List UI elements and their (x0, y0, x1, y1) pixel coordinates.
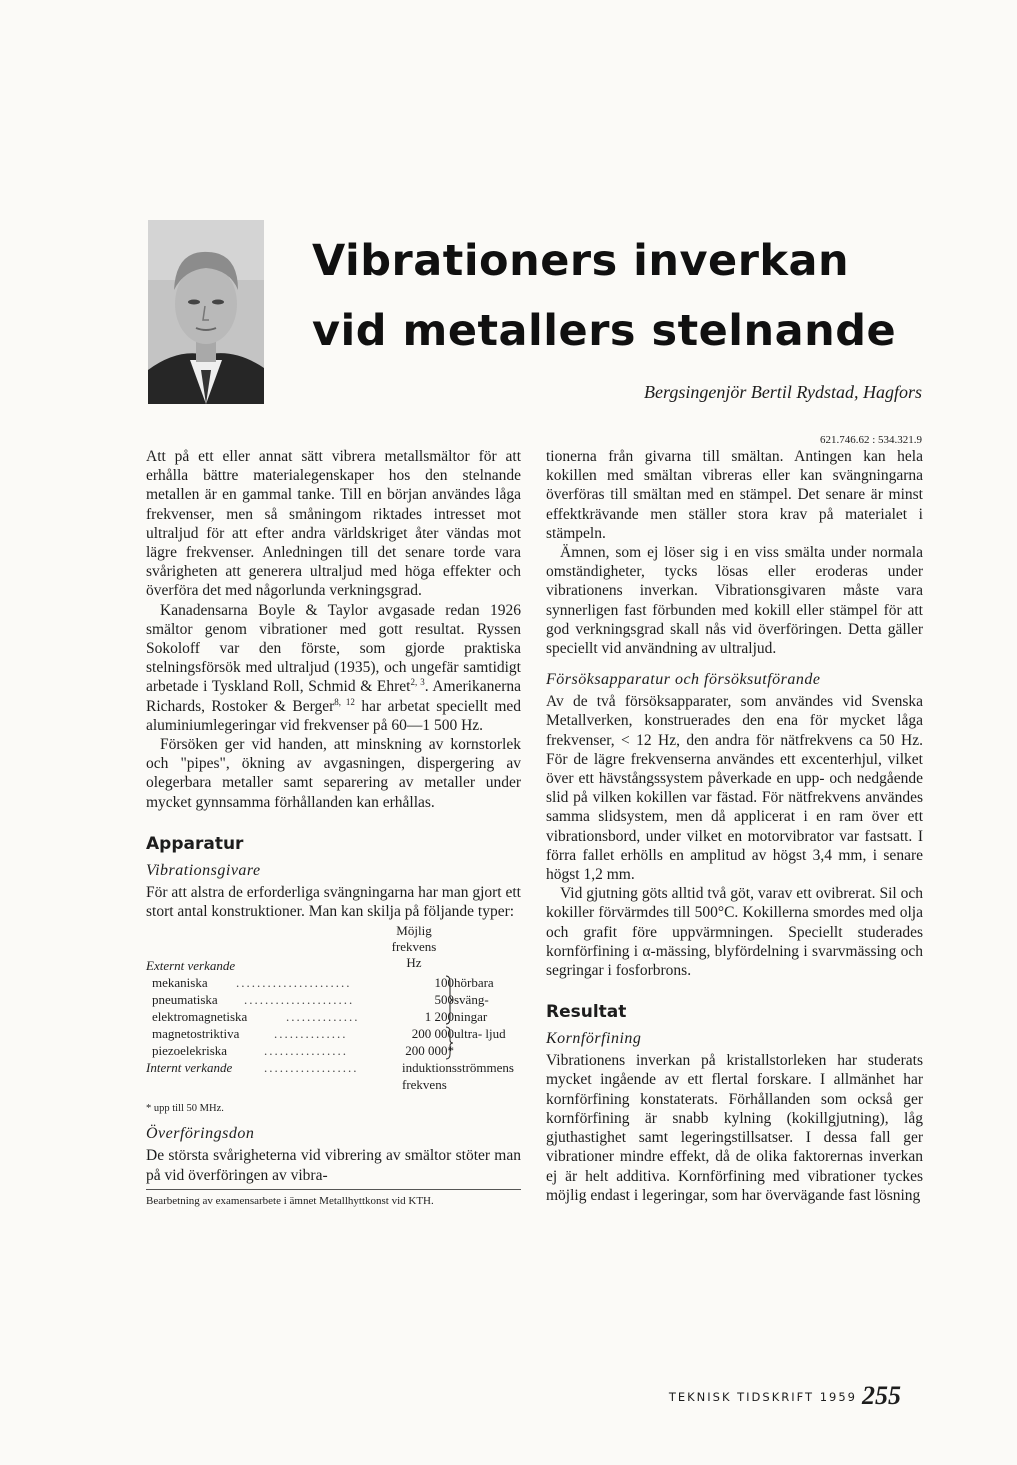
intro-paragraph-2 (146, 601, 521, 735)
internal-frequency-note: induktionsströmmens frekvens (402, 1060, 514, 1093)
title-line-1: Vibrationers inverkan (312, 236, 850, 286)
article-title (312, 226, 952, 366)
right-paragraph-4: Vid gjutning göts alltid två göt, varav ett ovibrerat. Sil och kokiller förvärmdes till 500°C. Kokillerna smordes med olja och grafit före uppvärmningen. Speciellt studerades kornförfining i α-mässing, blyfördelning i svarvmässing och segringar i fosforbrons. (546, 885, 923, 980)
intro-p2-part-c: har arbetat speciellt med aluminiumlegeringar vid frekvenser på 60—1 500 Hz. (146, 697, 522, 734)
table-row: Internt verkande .................. (146, 1060, 359, 1076)
intro-p2-part-b: . Amerikanerna Richards, Rostoker & Berger (146, 678, 522, 715)
table-row: magnetostriktiva .............. 200 000 (152, 1026, 454, 1042)
intro-paragraph-1: Att på ett eller annat sätt vibrera metallsmältor för att erhålla bättre materialegenskaper hos den stelnande metallen är en gammal tanke. Till en början användes låga frekvenser, men så småningom riktades intresset mot ultraljud för att efter andra världskriget åter vändas mot lägre frekvenser. Anledningen till det senare torde vara svårigheten att generera ultraljud med höga effekter och överföra det med någorlunda verkningsgrad. (146, 448, 521, 600)
subheading-overforingsdon: Överföringsdon (146, 1125, 255, 1143)
right-paragraph-5: Vibrationens inverkan på kristallstorleken har studerats mycket ingående av ett flertal forskare. I allmänhet har kornförfining konstaterats. Förhållanden som också ger kornförfining är snabb kylning (kokillgjutning), låg gjuthastighet samt legeringstillsatser. I dessa fall ger vibrationer mindre effekt, då de olika faktorernas inverkan ej är helt additiva. Kornförfining med vibrationer tyckes möjlig endast i legeringar, som har övervägande fast lösning (546, 1052, 923, 1204)
credit-footnote: Bearbetning av examensarbete i ämnet Metallhyttkonst vid KTH. (146, 1194, 434, 1207)
author-byline: Bergsingenjör Bertil Rydstad, Hagfors (644, 382, 922, 402)
right-column (546, 447, 923, 1205)
table-row: piezoelekriska ................ 200 000* (152, 1043, 454, 1059)
intro-paragraph-3: Försöken ger vid handen, att minskning av kornstorlek och "pipes", ökning av avgasningen, dispergering av olegerbara metaller samt separering av metaller under mycket gynnsamma förhållanden kan erhållas. (146, 736, 521, 811)
udc-classification: 621.746.62 : 534.321.9 (819, 434, 922, 446)
footnote-divider (146, 1189, 521, 1190)
brace-glyph (442, 974, 454, 1062)
journal-footer: TEKNISK TIDSKRIFT 1959 (668, 1390, 857, 1404)
reference-superscript: 2, 3 (410, 677, 425, 688)
title-line-2: vid metallers stelnande (312, 306, 897, 356)
section-heading-resultat: Resultat (546, 1002, 627, 1023)
apparatur-paragraph-2: De största svårigheterna vid vibrering av smältor stöter man på vid överföringen av vibra- (146, 1147, 521, 1184)
left-column (146, 447, 521, 1208)
bracket-note-ultrasound: ultra- ljud (454, 1026, 506, 1042)
right-paragraph-2: Ämnen, som ej löser sig i en viss smälta under normala omständigheter, tycks lösas eller eroderas under vibrationens inverkan. Vibrationsgivaren måste vara synnerligen fast förbunden med kokill eller stämpel för att god verkningsgrad skall nås vid överföringen. Detta gäller speciellt vid användning av ultraljud. (546, 544, 923, 658)
author-portrait (148, 220, 264, 404)
right-paragraph-1: tionerna från givarna till smältan. Antingen kan hela kokillen med smältan vibreras eller kan svängningarna överföras till smältan med en stämpel. Det senare är minst effektkrävande men ställer stora krav på materialet i stämpeln. (546, 448, 923, 542)
table-footnote: * upp till 50 MHz. (146, 1103, 224, 1115)
table-row: pneumatiska ..................... 500 (152, 992, 454, 1008)
portrait-illustration (148, 220, 264, 404)
right-paragraph-3: Av de två försöksapparater, som användes vid Svenska Metallverken, konstruerades den ena för mycket låga frekvenser, < 12 Hz, den andra för nätfrekvens ca 50 Hz. För de lägre frekvenserna användes ett excenterhjul, vilket över ett hävstångssystem påverkade en upp- och nedgående slid på vilken kokillen var fästad. För nätfrekvens användes samma slidsystem, men då applicerat i en ram över ett vibrationsbord, under vilket en motorvibrator var fastsatt. I förra fallet erhölls en amplitud av högst 3,4 mm, i senare högst 1,2 mm. (546, 693, 923, 884)
apparatur-paragraph-1: För att alstra de erforderliga svängningarna har man gjort ett stort antal konstruktioner. Man kan skilja på följande typer: (146, 883, 521, 921)
subheading-forsoksapparatur: Försöksapparatur och försöksutförande (546, 671, 821, 689)
table-row: mekaniska ...................... 100 (152, 975, 454, 991)
table-row: Externt verkande (146, 958, 236, 974)
subheading-vibrationsgivare: Vibrationsgivare (146, 861, 261, 879)
section-heading-apparatur: Apparatur (146, 833, 244, 854)
bracket-note-audible: hörbara sväng- ningar (454, 975, 494, 1025)
intro-p2-part-a: Kanadensarna Boyle & Taylor avgasade redan 1926 smältor genom vibrationer med gott resultat. Ryssen Sokoloff var den förste, som gjorde praktiska stelningsförsök med ultraljud (1935), och ungefär samtidigt arbetade i Tyskland Roll, Schmid & Ehret (146, 601, 521, 696)
table-header: Möjlig frekvens Hz (391, 923, 437, 971)
reference-superscript: 8, 12 (334, 696, 355, 707)
table-row: elektromagnetiska .............. 1 200 (152, 1009, 454, 1025)
subheading-kornforfining: Kornförfining (546, 1030, 642, 1048)
vibrator-types-table (146, 923, 521, 1093)
page-number: 255 (862, 1381, 901, 1410)
